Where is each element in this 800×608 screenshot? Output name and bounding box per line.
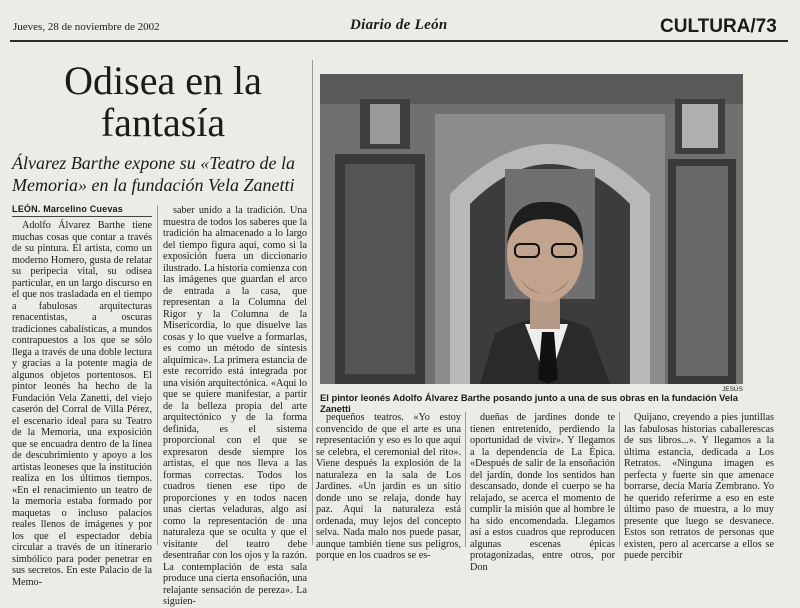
headline-line-1: Odisea en la [64,58,262,103]
headline [18,60,308,144]
column-1-text: Adolfo Álvarez Barthe tiene muchas cosas que contar a través de su pintura. El artista, como un moderno Homero, gusta de relatar su peripecia vital, su odisea particular, en un largo discurso en el que nos trasladada en el tiempo a fabulosas arquitecturas renacentistas, a oscuras tradiciones cabalísticas, a mundos contrapuestos a los que se sólo llega a través de una doble lectura y gracias a la potente magia de algunos objetos portentosos. El pintor leonés ha hecho de la Fundación Vela Zanetti, del viejo caserón del Corral de Villa Pérez, el escenario ideal para su Teatro de la Memoria, una exposición que se encuadra dentro de la línea de descubrimiento y apoyo a los artistas leoneses que la institución realiza en los últimos tiempos. «En el renacimiento un teatro de la memoria estaba formado por maquetas o incluso palacios reales llenos de imágenes y por los que el espectador debía circular a través de un itinerario simbólico para poder penetrar en sus secretos. En este Palacio de la Memo- [12,220,152,588]
byline-rule [12,216,152,217]
article-column-3 [316,412,461,561]
byline: LEÓN. Marcelino Cuevas [12,204,123,214]
subheadline: Álvarez Barthe expone su «Teatro de la Memoria» en la fundación Vela Zanetti [12,153,295,195]
article-photo [320,74,743,384]
column-divider [619,412,620,547]
photo-caption: El pintor leonés Adolfo Álvarez Barthe posando junto a una de sus obras en la fundación Vela Zanetti [320,392,738,414]
article-column-5 [624,412,774,561]
header-date: Jueves, 28 de noviembre de 2002 [13,21,160,33]
section-page-label: CULTURA/73 [660,16,777,37]
header-rule [10,40,788,42]
column-4-text: dueñas de jardines donde te tienen entretenido, perdiendo la oportunidad de vivir». Y llegamos a la dependencia de La Épica. «Después de salir de la ensoñación del jardín, donde los sentidos han descansado, donde el cuerpo se ha relajado, se acerca el momento de cumplir la misión que al hombre le ha sido encomendada. Llegamos así a estos cuadros que reproducen algunas escenas épicas protagonizadas, entre otros, por Don [470,412,615,573]
column-3-text: pequeños teatros. «Yo estoy convencido de que el arte es una representación y eso es lo que aquí se celebra, el ceremonial del rito». Viene después la explosión de la naturaleza en la sala de Los Jardines. «Un jardín es un sitio donde uno se relaja, donde hay paz. Aquí la naturaleza está ordenada, muy lejos del concepto selva. Nada malo nos puede pasar, aunque también tiene sus peligros, porque en los cuadros se es- [316,412,461,561]
article-column-1 [12,220,152,588]
headline-line-2: fantasía [100,100,226,145]
column-divider [465,412,466,547]
newspaper-name: Diario de León [350,17,448,33]
column-divider [312,60,313,545]
article-column-2 [163,205,307,607]
page-header [0,0,800,40]
column-2-text: saber unido a la tradición. Una muestra de todos los saberes que la tradición ha almacenado a lo largo del tiempo figura aquí, como si la exposición fuera un diccionario ilustrado. La historia comienza con las imágenes que guardan el arco de entrada a la casa, que representan a la Columna del Rigor y la Columna de la Misericordia, lo que disuelve las cosas y lo que vuelve a formarlas, es como un método de síntesis alquímica». La primera estancia de este recorrido está integrada por una visión arquitectónica. «Aquí lo que se quiere manifestar, a partir de la belleza propia del arte arquitectónico y de la forma definida, es el sistema proporcional con el que se expresaron desde siempre los artistas, el que nos lleva a las formas correctas. Todos los cuadros tienen ese tipo de proporciones y en todos nacen unas ciertas veladuras, algo así como la representación de una naturaleza que se oculta y que el visitante del teatro debe desentrañar con los ojos y la razón. La contemplación de esta sala produce una cierta ensoñación, una relajante sensación de pereza». La siguien- [163,205,307,607]
photo-credit: JESÚS [722,386,743,393]
photo-painter-with-artwork [320,74,743,384]
article-column-4 [470,412,615,573]
column-5-text: Quijano, creyendo a pies juntillas las fabulosas historias caballerescas de sus libros...». Y llegamos a la última estancia, dedicada a Los Retratos. «Ninguna imagen es perfecta y fuerte sin que amenace borrarse, decía María Zembrano. Yo he querido referirme a eso en este último paso de muestra, a lo muy presente que luego se desvanece. Estos son retratos de personas que existen, pero al acercarse a ellos se puede percibir [624,412,774,561]
column-divider [157,205,158,545]
